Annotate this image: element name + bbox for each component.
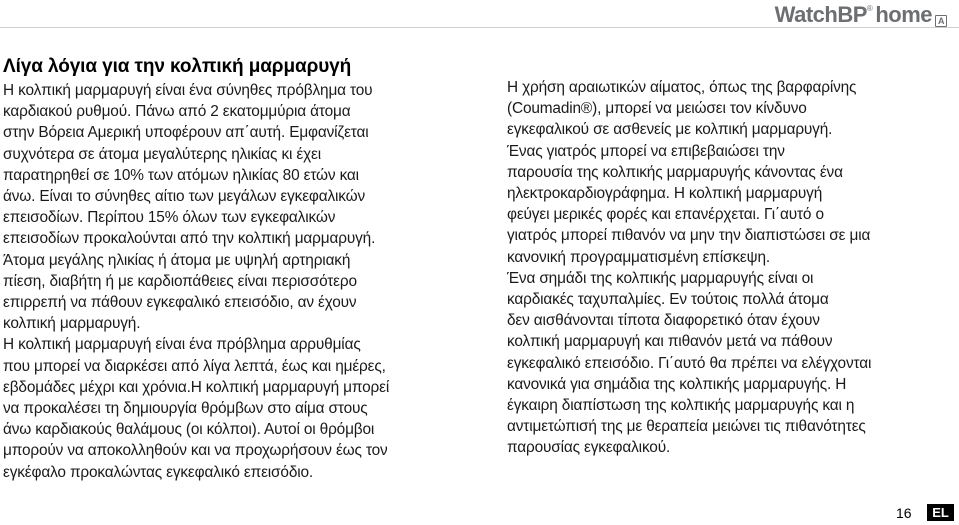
text-line: επιρρεπή να πάθουν εγκεφαλικό επεισόδιο, αν έχουν (3, 294, 357, 312)
left-body-text (3, 80, 478, 483)
logo-watch-text: Watch (774, 2, 838, 27)
right-column (507, 77, 947, 459)
text-line: άνω καρδιακούς θαλάμους (οι κόλποι). Αυτοί οι θρόμβοι (3, 421, 375, 439)
section-heading: Λίγα λόγια για την κολπική μαρμαρυγή (3, 56, 352, 77)
text-line: Ένας γιατρός μπορεί να επιβεβαιώσει την (507, 142, 785, 160)
text-line: Η χρήση αραιωτικών αίματος, όπως της βαρφαρίνης (507, 79, 857, 96)
text-line: Η κολπική μαρμαρυγή είναι ένα σύνηθες πρόβλημα του (3, 82, 373, 99)
text-line: Άτομα μεγάλης ηλικίας ή άτομα με υψηλή αρτηριακή (3, 251, 351, 269)
text-line: άνω. Είναι το σύνηθες αίτιο των μεγάλων εγκεφαλικών (3, 188, 366, 206)
text-line: Η κολπική μαρμαρυγή είναι ένα πρόβλημα αρρυθμίας (3, 336, 361, 354)
text-line: παρουσίας εγκεφαλικού. (507, 439, 671, 457)
text-line: μπορούν να αποκολληθούν και να προχωρήσουν έως τον (3, 442, 388, 460)
paragraph-symptoms (507, 268, 947, 459)
text-line: γιατρός μπορεί πιθανόν να μην την διαπιστώσει σε μια (507, 227, 871, 245)
logo-home-text: home (875, 2, 932, 27)
text-line: Ένα σημάδι της κολπικής μαρμαρυγής είναι οι (507, 269, 814, 287)
text-line: που μπορεί να διαρκέσει από λίγα λεπτά, έως και ημέρες, (3, 357, 386, 375)
text-line: παρατηρηθεί σε 10% των ατόμων ηλικίας 80 ετών και (3, 166, 359, 184)
text-line: εβδομάδες μέχρι και χρόνια.Η κολπική μαρμαρυγή μπορεί (3, 378, 390, 396)
logo-badge: A (935, 15, 947, 27)
text-line: επεισοδίων προκαλούνται από την κολπική μαρμαρυγή. (3, 230, 376, 248)
page-number: 16 (896, 505, 912, 521)
text-line: κολπική μαρμαρυγή. (3, 315, 141, 333)
text-line: εγκεφαλικό επεισόδιο. Γι΄αυτό θα πρέπει να ελέγχονται (507, 354, 872, 372)
text-line: ηλεκτροκαρδιογράφημα. Η κολπική μαρμαρυγή (507, 185, 823, 203)
text-line: εγκεφαλικού σε ασθενείς με κολπική μαρμαρυγή. (507, 121, 833, 139)
header-divider (0, 27, 959, 28)
text-line: αντιμετώπισή της με θεραπεία μειώνει τις πιθανότητες (507, 418, 866, 436)
paragraph-diagnosis (507, 141, 947, 268)
text-line: (Coumadin®), μπορεί να μειώσει τον κίνδυνο (507, 100, 807, 118)
text-line: να προκαλέσει τη δημιουργία θρόμβων στο αίμα στους (3, 400, 368, 418)
text-line: κανονικά για σημάδια της κολπικής μαρμαρυγής. Η (507, 375, 847, 393)
text-line: κολπική μαρμαρυγή και πιθανόν μετά να πάθουν (507, 333, 833, 351)
text-line: παρουσία της κολπικής μαρμαρυγής κάνοντας ένα (507, 163, 843, 181)
language-badge: EL (927, 504, 954, 521)
logo-registered-mark: ® (866, 4, 873, 13)
logo-bp-text: BP (837, 2, 867, 27)
text-line: φεύγει μερικές φορές και επανέρχεται. Γι΄αυτό ο (507, 206, 824, 224)
text-line: καρδιακές ταχυπαλμίες. Εν τούτοις πολλά άτομα (507, 291, 829, 309)
text-line: έγκαιρη διαπίστωση της κολπικής μαρμαρυγής και η (507, 397, 855, 415)
text-line: εγκέφαλο προκαλώντας εγκεφαλικό επεισόδιο. (3, 463, 314, 481)
paragraph-anticoagulants (507, 77, 947, 141)
text-line: πίεση, διαβήτη ή με καρδιοπάθειες είναι περισσότερο (3, 272, 357, 290)
text-line: συχνότερα σε άτομα μεγαλύτερης ηλικίας κι έχει (3, 145, 322, 163)
text-line: κανονική προγραμματισμένη επίσκεψη. (507, 248, 770, 266)
left-column (3, 56, 478, 483)
text-line: δεν αισθάνονται τίποτα διαφορετικό όταν έχουν (507, 312, 820, 330)
text-line: επεισοδίων. Περίπου 15% όλων των εγκεφαλικών (3, 209, 336, 227)
text-line: στην Βόρεια Αμερική υποφέρουν απ΄αυτή. Εμφανίζεται (3, 124, 369, 142)
watchbp-home-logo (775, 3, 947, 29)
text-line: καρδιακού ρυθμού. Πάνω από 2 εκατομμύρια άτομα (3, 103, 351, 121)
